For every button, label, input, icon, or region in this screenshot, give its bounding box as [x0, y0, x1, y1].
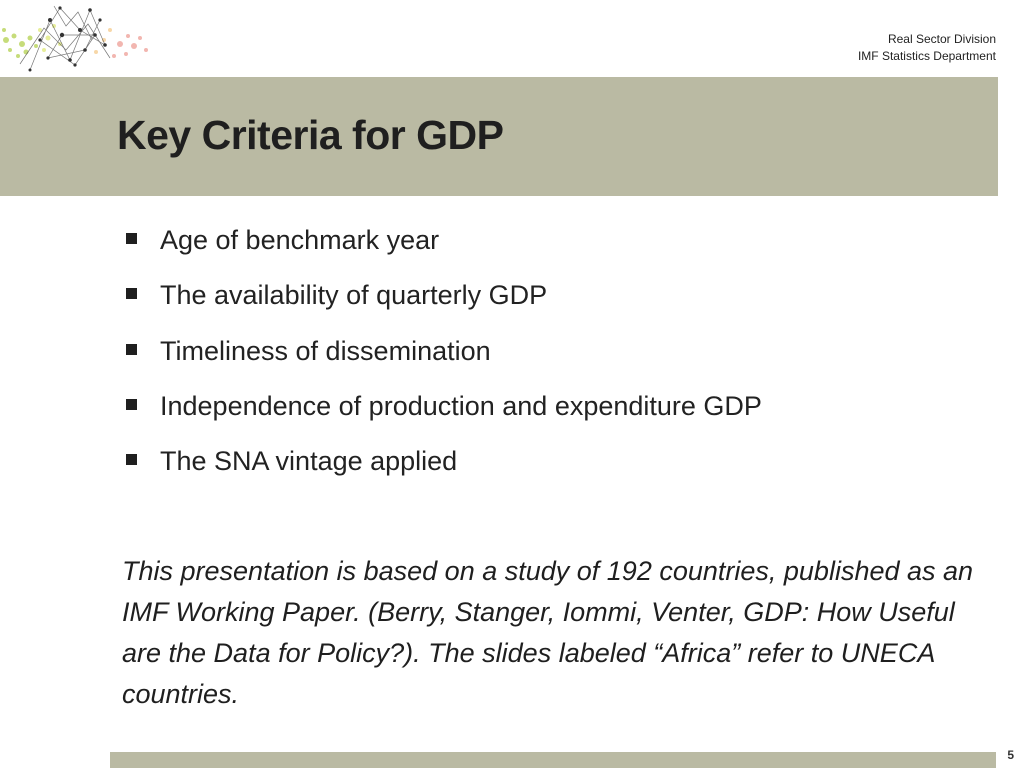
square-bullet-icon — [126, 233, 137, 244]
bullet-text: Age of benchmark year — [160, 225, 440, 255]
department-label: IMF Statistics Department — [857, 49, 996, 63]
square-bullet-icon — [126, 454, 137, 465]
square-bullet-icon — [126, 399, 137, 410]
bullet-item — [124, 329, 762, 384]
footer-band — [110, 752, 996, 768]
bullet-item — [124, 218, 762, 273]
square-bullet-icon — [126, 288, 137, 299]
bullet-list — [124, 218, 762, 494]
division-label: Real Sector Division — [887, 32, 996, 46]
bullet-text: The availability of quarterly GDP — [160, 280, 548, 311]
square-bullet-icon — [126, 344, 137, 355]
bullet-item — [124, 384, 762, 439]
bullet-item — [124, 439, 762, 494]
bullet-text: Independence of production and expenditure GDP — [160, 390, 762, 421]
study-note: This presentation is based on a study of 192 countries, published as an IMF Working Paper. (Berry, Stanger, Iommi, Venter, GDP: How Useful are the Data for Policy?). The slides labeled “Africa” refer to UNECA countries. — [122, 556, 974, 709]
bullet-text: Timeliness of dissemination — [160, 335, 491, 366]
department-header — [858, 31, 996, 65]
bullet-item — [124, 273, 762, 328]
network-graph-logo-icon — [0, 0, 160, 76]
page-number: 5 — [1007, 748, 1014, 762]
bullet-text: The SNA vintage applied — [160, 446, 458, 477]
slide-title: Key Criteria for GDP — [117, 112, 504, 158]
